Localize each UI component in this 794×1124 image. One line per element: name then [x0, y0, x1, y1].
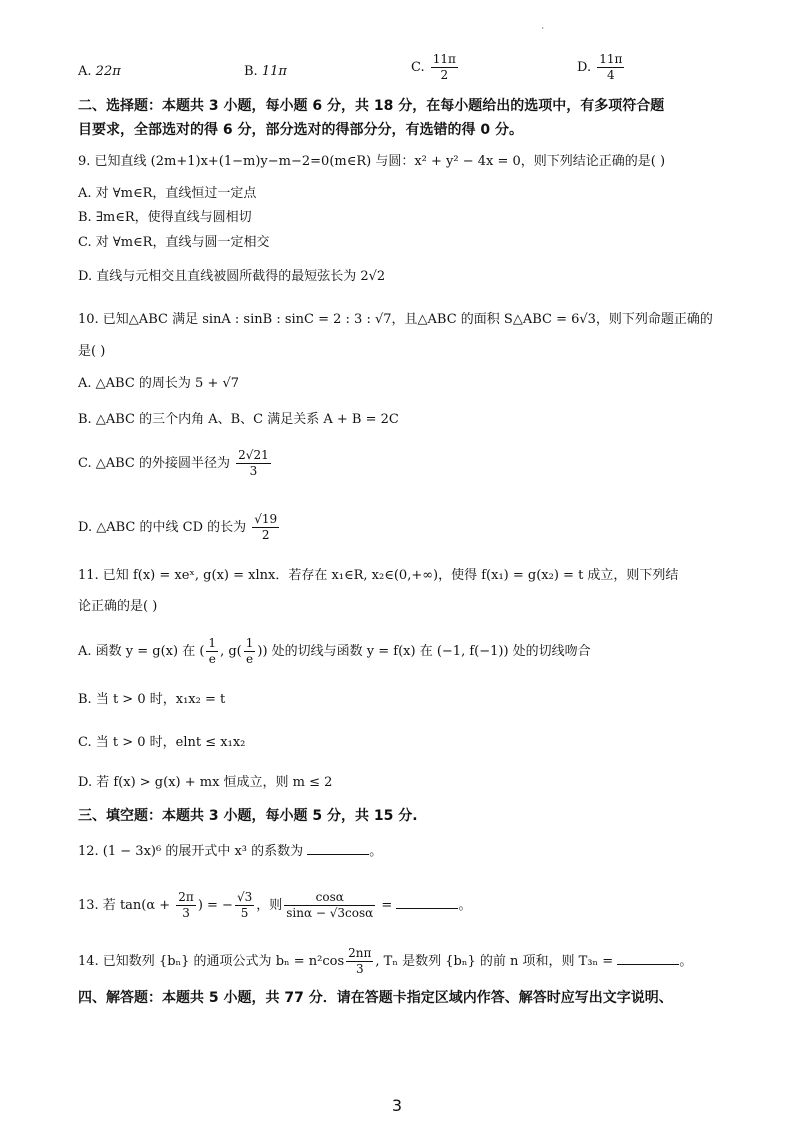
q11-a-fraction-1: $\frac{1}{e}$ [208, 636, 217, 666]
section4-heading: 四、解答题：本题共 5 小题，共 77 分．请在答题卡指定区域内作答、解答时应写出文字说明、 [78, 990, 673, 1006]
q9-option-d: D. 直线与元相交且直线被圆所截得的最短弦长为 2√2 [78, 269, 386, 284]
option-d: D. $\frac{11\pi}{4}$ [577, 52, 623, 82]
q10-option-a: A. △ABC 的周长为 5 + √7 [78, 376, 240, 391]
q12: 12. (1 − 3x)⁶ 的展开式中 x³ 的系数为 。 [78, 840, 382, 862]
q14: 14. 已知数列 {bₙ} 的通项公式为 bₙ = n²cos $\frac{2n\pi}{3}$ , Tₙ 是数列 {bₙ} 的前 n 项和，则 T₃ₙ = 。 [78, 946, 693, 976]
q10-option-d: D. △ABC 的中线 CD 的长为 $\frac{√19}{2}$ [78, 512, 278, 542]
q13-fraction-c: $\frac{\cos\alpha}{\sin\alpha - √3\cos\alpha}$ [286, 890, 374, 920]
q13-fraction-a: $\frac{2\pi}{3}$ [178, 890, 194, 920]
q14-answer-blank [617, 950, 679, 965]
q10-option-c: C. △ABC 的外接圆半径为 $\frac{2√21}{3}$ [78, 448, 269, 478]
q11-a-fraction-2: $\frac{1}{e}$ [245, 636, 254, 666]
option-b: B. 11π [244, 64, 287, 79]
q10-d-fraction: $\frac{√19}{2}$ [254, 512, 278, 542]
section2-heading-line2: 目要求，全部选对的得 6 分，部分选对的得部分分，有选错的得 0 分。 [78, 122, 523, 138]
q13-fraction-b: $\frac{√3}{5}$ [236, 890, 253, 920]
q9-option-b: B. ∃m∈R，使得直线与圆相切 [78, 210, 252, 225]
q9-stem: 9. 已知直线 (2m+1)x+(1−m)y−m−2=0(m∈R) 与圆：x² + y² − 4x = 0，则下列结论正确的是( ) [78, 154, 666, 169]
q13: 13. 若 tan(α + $\frac{2\pi}{3}$ ) = − $\frac{√3}{5}$ ，则 $\frac{\cos\alpha}{\sin\alpha - √3\cos\alpha}$ = 。 [78, 890, 472, 920]
option-c-fraction: $\frac{11\pi}{2}$ [432, 52, 456, 82]
q14-fraction: $\frac{2n\pi}{3}$ [348, 946, 372, 976]
q11-stem-line2: 论正确的是( ) [78, 599, 158, 614]
option-d-fraction: $\frac{11\pi}{4}$ [599, 52, 623, 82]
q11-option-c: C. 当 t > 0 时，elnt ≤ x₁x₂ [78, 735, 246, 750]
q10-c-fraction: $\frac{2√21}{3}$ [238, 448, 269, 478]
q11-stem-line1: 11. 已知 f(x) = xeˣ, g(x) = xlnx．若存在 x₁∈R, x₂∈(0,+∞)，使得 f(x₁) = g(x₂) = t 成立，则下列结 [78, 568, 679, 583]
q11-option-d: D. 若 f(x) > g(x) + mx 恒成立，则 m ≤ 2 [78, 775, 333, 790]
q13-answer-blank [396, 894, 458, 909]
page-number: 3 [391, 1096, 403, 1115]
q10-option-b: B. △ABC 的三个内角 A、B、C 满足关系 A + B = 2C [78, 412, 399, 427]
option-c: C. $\frac{11\pi}{2}$ [411, 52, 456, 82]
option-a: A. 22π [78, 64, 121, 79]
q9-option-c: C. 对 ∀m∈R，直线与圆一定相交 [78, 235, 270, 250]
section2-heading-line1: 二、选择题：本题共 3 小题，每小题 6 分，共 18 分，在每小题给出的选项中，有多项符合题 [78, 98, 665, 114]
q11-option-b: B. 当 t > 0 时，x₁x₂ = t [78, 692, 226, 707]
q10-stem-line2: 是( ) [78, 344, 106, 359]
section3-heading: 三、填空题：本题共 3 小题，每小题 5 分，共 15 分. [78, 808, 418, 824]
q10-stem-line1: 10. 已知△ABC 满足 sinA : sinB : sinC = 2 : 3 : √7，且△ABC 的面积 S△ABC = 6√3，则下列命题正确的 [78, 312, 713, 327]
corner-mark: · [541, 24, 544, 33]
q12-answer-blank [307, 840, 369, 855]
q9-option-a: A. 对 ∀m∈R，直线恒过一定点 [78, 186, 257, 201]
q11-option-a: A. 函数 y = g(x) 在 ( $\frac{1}{e}$ , g( $\frac{1}{e}$ )) 处的切线与函数 y = f(x) 在 (−1, f(−1)) 处的切线吻合 [78, 636, 591, 666]
